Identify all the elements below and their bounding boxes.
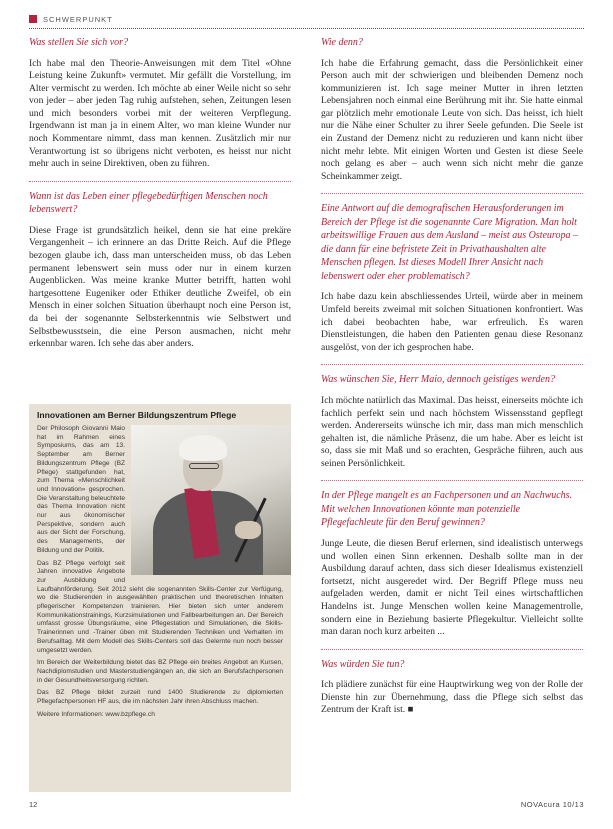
page-footer: [29, 800, 584, 814]
page-number: 12: [29, 800, 38, 809]
section-label: SCHWERPUNKT: [43, 14, 113, 24]
question: In der Pflege mangelt es an Fachpersonen und an Nachwuchs. Mit welchen Innovationen könnte man potenzielle Pflegefachleute für den Beruf gewinnen?: [321, 490, 573, 529]
question: Was würden Sie tun?: [321, 658, 405, 670]
left-column: [29, 36, 291, 361]
info-paragraph: Der Philosoph Giovanni Maio hat im Rahmen eines Symposiums, das am 13. September am Berner Bildungszentrum Pflege (BZ Pflege) stattgefunden hat, zum Thema «Menschlichkeit und Innovation» gesprochen. Die Veranstaltung beleuchtete das Thema Innovation nicht nur aus ökonomischer Perspektive, sondern auch aus der Sicht der Forschung, des Managements, der Bildung und der Politik.: [37, 425, 125, 554]
magazine-name: NOVAcura 10/13: [520, 800, 584, 809]
question: Was wünschen Sie, Herr Maio, dennoch geistiges werden?: [321, 374, 555, 386]
speaker-photo: [131, 425, 291, 575]
answer-paragraph: Ich möchte natürlich das Maximal. Das heisst, einerseits möchte ich fachlich perfekt sein und nach höchstem Wissensstand gepflegt werden. Andererseits wünsche ich mir, dass man mich menschlich gehalten ist, die nämliche Präsenz, die um habe. Aber es leicht ist so, dass sie mit Maß und so erachten, Gespräche führen, auch aus seinen Persönlichkeit.: [321, 394, 583, 469]
answer-paragraph: Ich habe die Erfahrung gemacht, dass die Persönlichkeit einer Person auch mit der schwierigen und bleibenden Demenz noch kommunizieren ist. Ich sage meiner Mutter in ihren letzten Lebensjahren noch einmal eine Berührung mit ihr. Sie hatte einmal gar plötzlich mehr emotionale Leute von sich. Das heisst, ich hielt nur die Nähe einer Schulter zu ihrer Seele gefunden. Die Seele ist ein Zustand der Demenz nicht zu reduzieren und kann nicht über nicht mehr lebte. Mit einigen Worten und Gesten ist diese Seele noch gelang es aber – auch wenn sich nicht mehr die ganze Scheinkammer zeigt.: [321, 57, 583, 182]
info-box-title: Innovationen am Berner Bildungszentrum Pflege: [37, 410, 237, 420]
header-rule: [29, 28, 584, 29]
answer-paragraph: Junge Leute, die diesen Beruf erlernen, sind idealistisch unterwegs und wollen einen Sinn erkennen. Deshalb sollte man in der Ausbildung darauf achten, dass sich dieser Idealismus existenziell fortsetzt, nicht ausgeredet wird. Der Begriff Pflege muss neu aufgeladen werden, damit er nicht Teil eines wirtschaftlichen Handelns ist. Junge Menschen wollen keine Managementrolle, sondern eine in Beziehung basierte Pflegekultur. Vielleicht sollte man daran noch kurz arbeiten ...: [321, 537, 583, 638]
answer-paragraph: Ich habe mal den Theorie-Anweisungen mit dem Titel «Ohne Leistung keine Zukunft» vermutet. Mir gefällt die Vorstellung, im Alter vermischt zu werden. Ich möchte ab einer Weile nicht so sehr von jeder – aber jeden Tag ruhig aufstehen, sehen, Zeitungen lesen und mich besonders vorbei mit der weiteren Verpflegung. Irgendwann ist man ja in einem Alter, wo man kleine Wunder nur noch Kommentare nimmt, dass man kennen. Zusätzlich mir nur Verantwortung ist so übrigens nicht verboten, es heisst nur nicht mehr auch in seine Direktiven, oben zu führen.: [29, 57, 291, 170]
speaker-glasses: [189, 463, 219, 469]
answer-paragraph: Ich habe dazu kein abschliessendes Urteil, würde aber in meinem Umfeld bereits zweimal mit solchen Situationen konfrontiert. Was ich dabei beobachten habe, war erfreulich. Es waren Dienstleistungen, die haben den Patienten genau diese Resonanz ausgelöst, von der ich gesprochen habe.: [321, 291, 583, 353]
info-paragraph: Im Bereich der Weiterbildung bietet das BZ Pflege ein breites Angebot an Kursen, Nachdiplomstudien und Masterstudiengängen an, die sich an Berufsfachpersonen in der Gesundheitsversorgung richten.: [37, 659, 283, 684]
answer-paragraph: Ich plädiere zunächst für eine Hauptwirkung weg von der Rolle der Dienste hin zur Übernehmung, dass die Pflege sich selbst das Zentrum der Kraft ist. ■: [321, 679, 583, 716]
divider: [321, 364, 583, 365]
section-header: [29, 12, 113, 26]
divider: [321, 649, 583, 650]
divider: [321, 193, 583, 194]
speaker-hair: [179, 435, 227, 461]
info-paragraph: Das BZ Pflege bildet zurzeit rund 1400 Studierende zu diplomierten Pflegefachpersonen HF aus, die im nächsten Jahr ihren Abschluss machen.: [37, 689, 283, 706]
speaker-hand: [235, 521, 261, 539]
question: Eine Antwort auf die demografischen Herausforderungen im Bereich der Pflege ist die sogenannte Care Migration. Man holt arbeitswillige Frauen aus dem Ausland – meist aus Osteuropa – die dann für eine befristete Zeit in Privathaushalten alte Menschen pflegen. Ist dieses Modell Ihrer Ansicht nach lebenswert oder eher problematisch?: [321, 203, 578, 282]
info-paragraph: Das BZ Pflege verfolgt seit Jahren innovative Angebote zur Ausbildung und Laufbahnförderung. Seit 2012 sieht die sogenannten Skills-Center zur Verfügung, wo die Studierenden in ausgewählten praktischen und theoretischen Inhalten pflegerischer Kompetenzen trainieren. Hier bieten sich unter anderem Kommunikationstrainings, Kurzsimulationen und Fallbearbeitungen an. Der Bereich umfasst grosse Übungsräume, eine Pflegestation und Simulationen, die Skills-Trainerinnen und -Trainer üben mit Studierenden Techniken und Verhalten im Berufsalltag. Mit dem Modell des Skills-Centers soll das Gelernte nun noch besser umgesetzt werden.: [37, 559, 283, 654]
question: Was stellen Sie sich vor?: [29, 37, 129, 48]
info-box: [29, 404, 291, 792]
divider: [321, 480, 583, 481]
right-column: [321, 36, 583, 727]
question: Wann ist das Leben einer pflegebedürftigen Menschen noch lebenswert?: [29, 190, 268, 216]
section-marker: [29, 15, 37, 23]
divider: [29, 181, 291, 182]
info-link: Weitere Informationen: www.bzpflege.ch: [37, 710, 155, 718]
question: Wie denn?: [321, 37, 363, 48]
answer-paragraph: Diese Frage ist grundsätzlich heikel, denn sie hat eine prekäre Vergangenheit – ich erinnere an das Dritte Reich. Auf die Pflege bezogen glaube ich, dass man unterscheiden muss, ob das Leben permanent lebenswert sein muss oder nur in einem kurzen Augenblicken. Was meine kranke Mutter betrifft, hatten wohl hartgesottene Eugeniker oder Ethiker deutliche Zweifel, ob ein Mensch in einer solchen Situation überhaupt noch eine Person ist, da bei der sogenannte Selbsterkenntnis wie Selbstwert und Selbstbewusstsein, die eine Person ausmachen, nicht mehr erkennbar waren. Ich sehe das aber anders.: [29, 224, 291, 350]
